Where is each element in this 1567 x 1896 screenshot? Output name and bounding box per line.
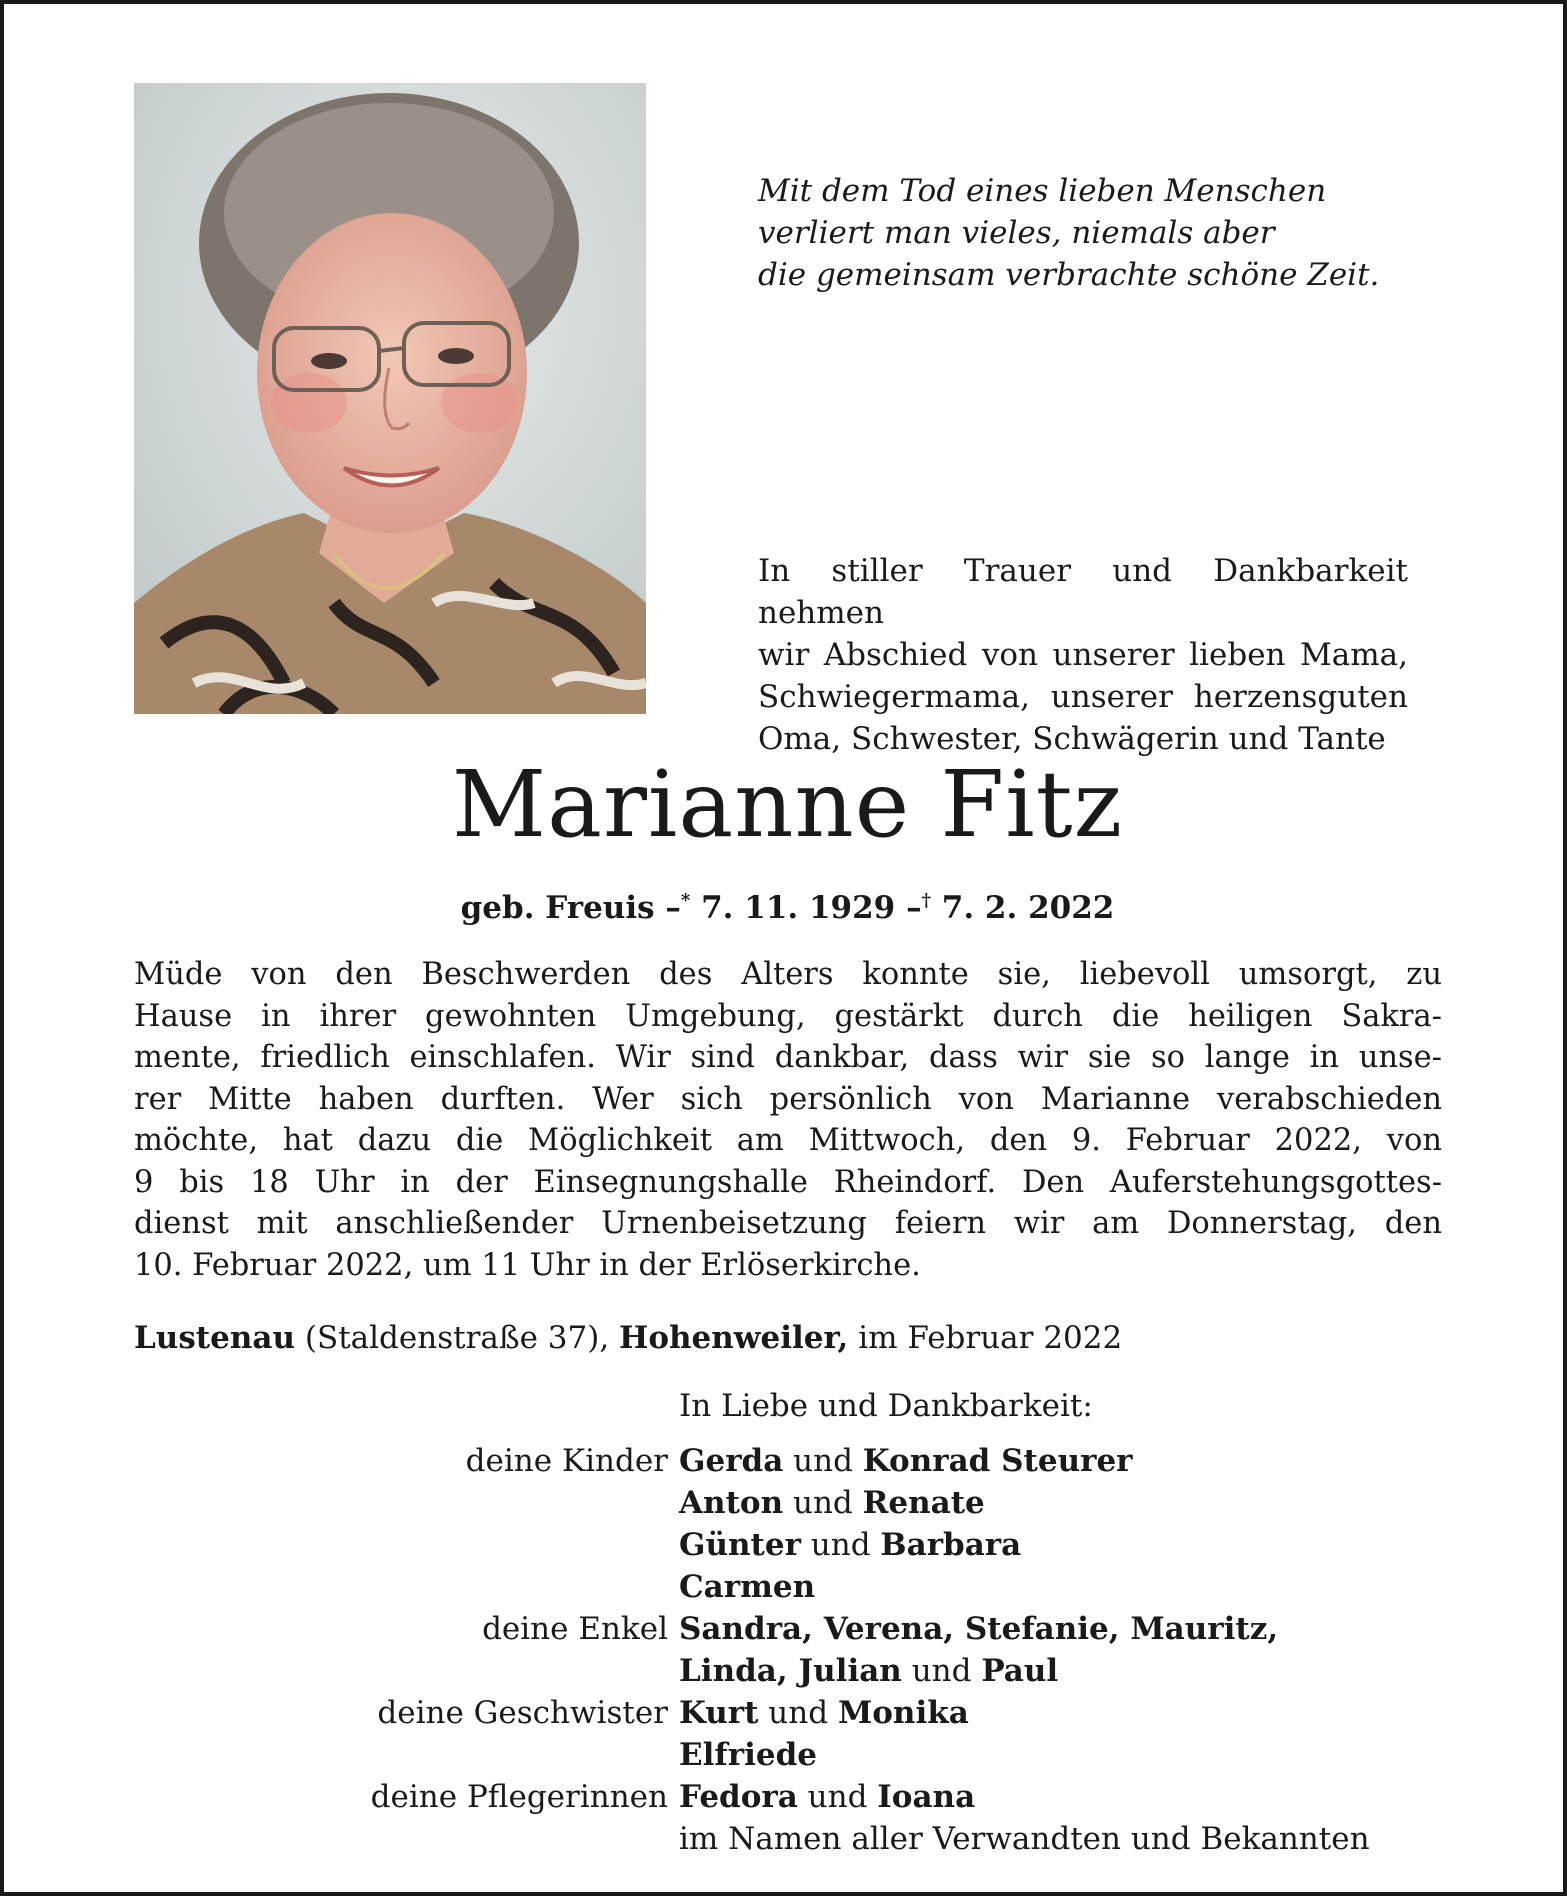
relation-label bbox=[134, 1734, 679, 1776]
family-name: Ioana bbox=[877, 1779, 976, 1815]
family-row bbox=[134, 1692, 1534, 1734]
family-row bbox=[134, 1734, 1534, 1776]
relation-label: deine Pflegerinnen bbox=[370, 1779, 668, 1815]
family-names bbox=[679, 1566, 815, 1608]
conjunction: und bbox=[800, 1527, 881, 1563]
relation-label: deine Kinder bbox=[465, 1443, 668, 1479]
birth-date: 7. 11. 1929 bbox=[701, 890, 896, 926]
family-name: Monika bbox=[837, 1695, 969, 1731]
conjunction: und bbox=[783, 1485, 863, 1521]
date-line: im Februar 2022 bbox=[858, 1320, 1123, 1356]
body-line: Müde von den Beschwerden des Alters konnte sie, liebevoll umsorgt, zu bbox=[134, 957, 1442, 992]
family-row bbox=[134, 1482, 1534, 1524]
body-line: rer Mitte haben durften. Wer sich persönlich von Marianne verabschieden bbox=[134, 1081, 1442, 1117]
portrait-photo bbox=[134, 83, 646, 714]
family-names bbox=[679, 1650, 1058, 1692]
birth-name: geb. Freuis bbox=[460, 890, 655, 926]
family-names bbox=[679, 1482, 985, 1524]
family-name: Günter bbox=[679, 1527, 801, 1563]
quote-line: die gemeinsam verbrachte schöne Zeit. bbox=[758, 257, 1380, 293]
closing-line: im Namen aller Verwandten und Bekannten bbox=[679, 1821, 1370, 1857]
body-line: dienst mit anschließender Urnenbeisetzung feiern wir am Donnerstag, den bbox=[134, 1206, 1442, 1241]
separator: – bbox=[906, 890, 922, 926]
family-row bbox=[134, 1524, 1534, 1566]
birth-symbol: * bbox=[680, 890, 691, 911]
family-name: Linda, Julian bbox=[679, 1653, 902, 1689]
life-dates bbox=[4, 880, 1567, 929]
relation-label bbox=[134, 1566, 679, 1608]
family-name: Gerda bbox=[679, 1443, 784, 1479]
memorial-quote bbox=[758, 170, 1498, 296]
conjunction: und bbox=[758, 1695, 838, 1731]
family-names bbox=[679, 1524, 1021, 1566]
intro-line: wir Abschied von unserer lieben Mama, bbox=[758, 637, 1408, 673]
body-line: 10. Februar 2022, um 11 Uhr in der Erlöserkirche. bbox=[134, 1247, 921, 1283]
relation-label: deine Geschwister bbox=[377, 1695, 668, 1731]
relation-label: deine Enkel bbox=[482, 1611, 668, 1647]
conjunction: und bbox=[797, 1779, 878, 1815]
quote-line: Mit dem Tod eines lieben Menschen bbox=[758, 173, 1327, 209]
relation-label bbox=[134, 1650, 679, 1692]
conjunction: und bbox=[901, 1653, 982, 1689]
relation-label bbox=[134, 1524, 679, 1566]
death-date: 7. 2. 2022 bbox=[941, 890, 1115, 926]
body-line: mente, friedlich einschlafen. Wir sind dankbar, dass wir sie so lange in unse- bbox=[134, 1040, 1442, 1075]
death-symbol: † bbox=[921, 890, 931, 911]
family-name: Barbara bbox=[880, 1527, 1022, 1563]
relation-label bbox=[134, 1482, 679, 1524]
place-and-date bbox=[134, 1317, 1442, 1359]
town-lustenau: Lustenau bbox=[134, 1320, 295, 1356]
family-name: Fedora bbox=[679, 1779, 798, 1815]
family-name: Paul bbox=[981, 1653, 1059, 1689]
obituary-body bbox=[134, 954, 1442, 1286]
body-line: 9 bis 18 Uhr in der Einsegnungshalle Rheindorf. Den Auferstehungsgottes- bbox=[134, 1164, 1442, 1200]
family-row bbox=[134, 1776, 1534, 1818]
family-name: Elfriede bbox=[679, 1737, 817, 1773]
separator: – bbox=[665, 890, 681, 926]
family-list bbox=[134, 1440, 1534, 1818]
family-intro: In Liebe und Dankbarkeit: bbox=[679, 1388, 1093, 1424]
intro-line: Oma, Schwester, Schwägerin und Tante bbox=[758, 721, 1386, 757]
intro-line: In stiller Trauer und Dankbarkeit nehmen bbox=[758, 553, 1408, 631]
family-row bbox=[134, 1566, 1534, 1608]
family-names bbox=[679, 1734, 817, 1776]
portrait-illustration bbox=[134, 83, 646, 714]
body-line: möchte, hat dazu die Möglichkeit am Mittwoch, den 9. Februar 2022, von bbox=[134, 1123, 1442, 1158]
family-names bbox=[679, 1776, 975, 1818]
family-name: Anton bbox=[679, 1485, 784, 1521]
family-names bbox=[679, 1608, 1278, 1650]
family-names bbox=[679, 1692, 969, 1734]
family-name: Renate bbox=[862, 1485, 985, 1521]
quote-line: verliert man vieles, niemals aber bbox=[758, 215, 1275, 251]
town-hohenweiler: Hohenweiler, bbox=[619, 1320, 849, 1356]
body-line: Hause in ihrer gewohnten Umgebung, gestärkt durch die heiligen Sakra- bbox=[134, 998, 1442, 1034]
family-name: Carmen bbox=[679, 1569, 816, 1605]
family-name: Kurt bbox=[679, 1695, 759, 1731]
family-name: Sandra, Verena, Stefanie, Mauritz, bbox=[679, 1611, 1279, 1647]
family-row bbox=[134, 1650, 1534, 1692]
deceased-name: Marianne Fitz bbox=[451, 751, 1124, 858]
intro-line: Schwiegermama, unserer herzensguten bbox=[758, 679, 1408, 715]
address: (Staldenstraße 37), bbox=[304, 1320, 610, 1356]
mourning-intro bbox=[758, 550, 1408, 760]
family-name: Konrad Steurer bbox=[862, 1443, 1133, 1479]
family-row bbox=[134, 1608, 1534, 1650]
family-row bbox=[134, 1440, 1534, 1482]
family-names bbox=[679, 1440, 1133, 1482]
conjunction: und bbox=[783, 1443, 863, 1479]
